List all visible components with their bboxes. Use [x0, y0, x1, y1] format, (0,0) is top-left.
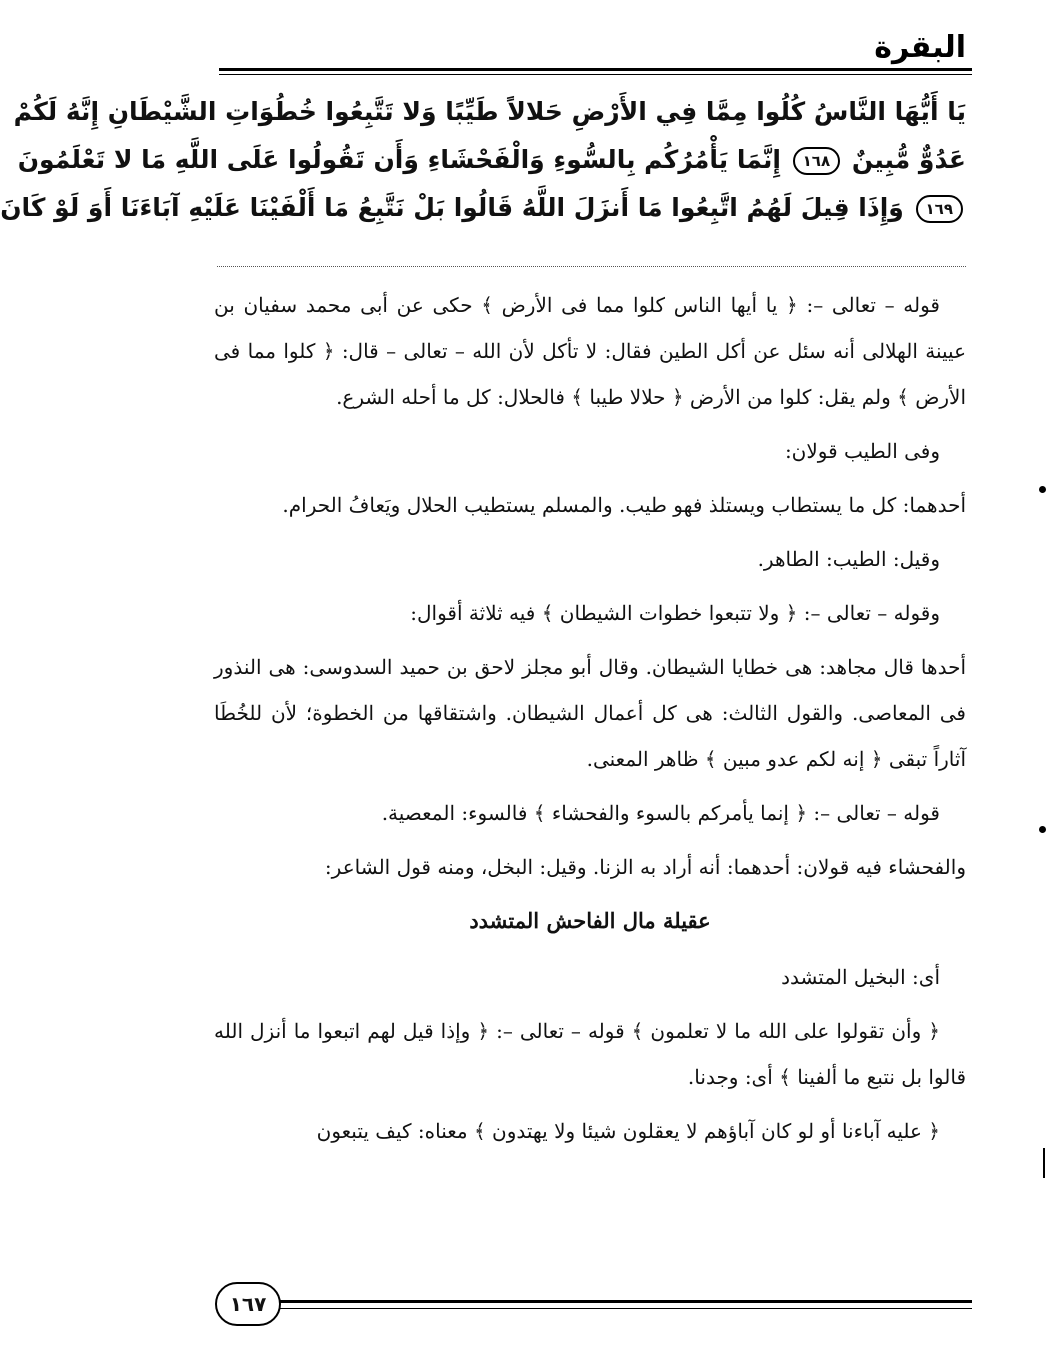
header-rule-thin [219, 74, 972, 75]
paragraph: أحدهما: كل ما يستطاب ويستلذ فهو طيب. والمسلم يستطيب الحلال ويَعافُ الحرام. [282, 493, 966, 517]
quran-line-2b: إِنَّمَا يَأْمُرُكُم بِالسُّوءِ وَالْفَحْشَاءِ وَأَن تَقُولُوا عَلَى اللَّهِ مَا لا تَعْلَمُونَ [17, 145, 781, 174]
quran-line-2a: عَدُوٌّ مُّبِينٌ [851, 145, 966, 174]
paragraph: وقيل: الطيب: الطاهر. [757, 547, 940, 571]
paragraph: أى: البخيل المتشدد [781, 965, 940, 989]
paragraph: ﴿ وأن تقولوا على الله ما لا تعلمون ﴾ قوله – تعالى –: ﴿ وإذا قيل لهم اتبعوا ما أنزل الله قالوا بل نتبع ما ألفينا ﴾ أى: وجدنا. [214, 1019, 966, 1089]
quran-line [13, 88, 966, 136]
paragraph: وقوله – تعالى –: ﴿ ولا تتبعوا خطوات الشيطان ﴾ فيه ثلاثة أقوال: [410, 601, 940, 625]
commentary-block [214, 282, 966, 1162]
ayah-number-marker: ١٦٨ [793, 147, 840, 175]
section-divider [217, 266, 966, 267]
margin-dot [1039, 826, 1046, 833]
quran-line [0, 184, 966, 232]
paragraph: أحدها قال مجاهد: هى خطايا الشيطان. وقال أبو مجلز لاحق بن حميد السدوسى: هى النذور فى المعاصى. والقول الثالث: هى كل أعمال الشيطان. واشتقاقها من الخطوة؛ لأن للخُطَا آثاراً تبقى ﴿ إنه لكم عدو مبين ﴾ ظاهر المعنى. [214, 655, 966, 771]
header-rule [219, 68, 972, 71]
paragraph: وفى الطيب قولان: [784, 439, 940, 463]
surah-title: البقرة [874, 30, 966, 65]
paragraph: قوله – تعالى –: ﴿ إنما يأمركم بالسوء والفحشاء ﴾ فالسوء: المعصية. [381, 801, 940, 825]
quran-text-block [0, 88, 966, 232]
poetry-verse: عقيلة مال الفاحش المتشدد [469, 908, 711, 933]
paragraph: ﴿ عليه آباءنا أو لو كان آباؤهم لا يعقلون شيئا ولا يهتدون ﴾ معناه: كيف يتبعون [316, 1119, 940, 1143]
ayah-number-marker: ١٦٩ [916, 195, 963, 223]
quran-line-3: وَإِذَا قِيلَ لَهُمُ اتَّبِعُوا مَا أَنزَلَ اللَّهُ قَالُوا بَلْ نَتَّبِعُ مَا أَلْفَيْنَا عَلَيْهِ آبَاءَنَا أَوَ لَوْ كَانَ [0, 193, 904, 222]
footer-rule-thin [279, 1308, 972, 1309]
paragraph: والفحشاء فيه قولان: أحدهما: أنه أراد به الزنا. وقيل: البخل، ومنه قول الشاعر: [324, 855, 966, 879]
margin-mark [1043, 1148, 1045, 1178]
paragraph: قوله – تعالى –: ﴿ يا أيها الناس كلوا مما فى الأرض ﴾ حكى عن أبى محمد سفيان بن عيينة الهلالى أنه سئل عن أكل الطين فقال: لا تأكل لأن الله – تعالى – قال: ﴿ كلوا مما فى الأرض ﴾ ولم يقل: كلوا من الأرض ﴿ حلالا طيبا ﴾ فالحلال: كل ما أحله الشرع. [214, 293, 967, 409]
quran-line [17, 136, 966, 184]
margin-dot [1039, 486, 1046, 493]
page-number: ١٦٧ [215, 1282, 281, 1326]
quran-line-1: يَا أَيُّهَا النَّاسُ كُلُوا مِمَّا فِي الأَرْضِ حَلالاً طَيِّبًا وَلا تَتَّبِعُوا خُطُوَاتِ الشَّيْطَانِ إِنَّهُ لَكُمْ [13, 97, 966, 126]
footer-rule [279, 1300, 972, 1303]
